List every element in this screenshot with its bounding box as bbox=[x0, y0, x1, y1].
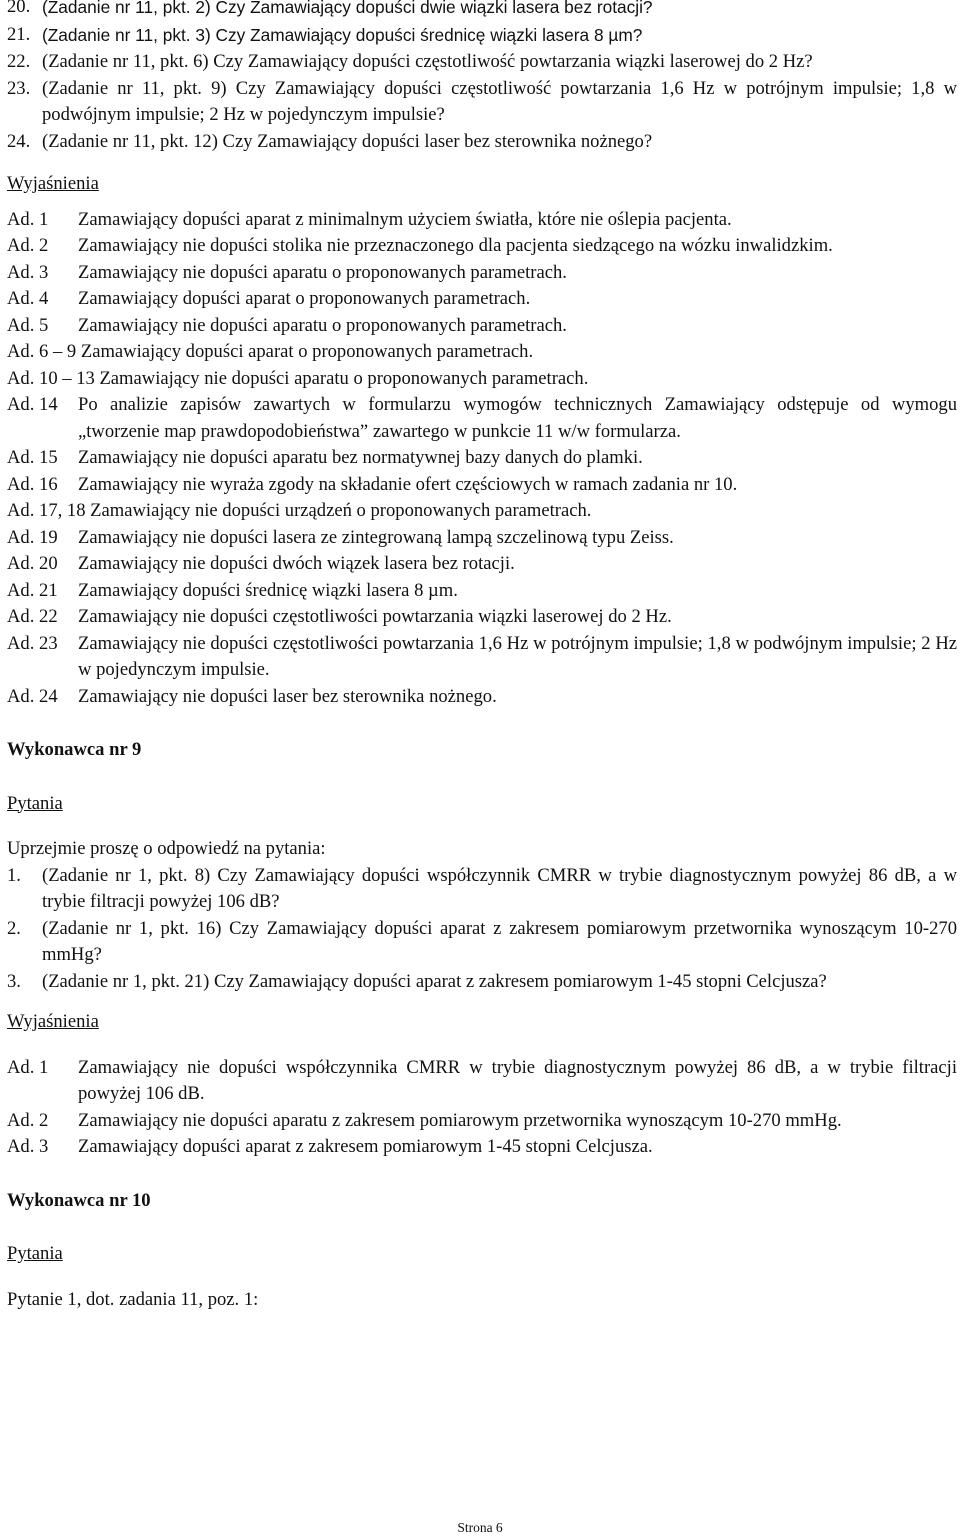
questions-top-list bbox=[7, 0, 957, 155]
question-text: (Zadanie nr 11, pkt. 9) Czy Zamawiający dopuści częstotliwość powtarzania 1,6 Hz w potrójnym impulsie; 1,8 w podwójnym impulsie; 2 Hz w pojedynczym impulsie? bbox=[42, 77, 957, 125]
explanation-number: Ad. 20 bbox=[7, 553, 58, 574]
question-20 bbox=[7, 0, 957, 22]
question-item bbox=[7, 863, 957, 916]
document-page bbox=[7, 0, 957, 1313]
explanation-number: Ad. 2 bbox=[7, 1109, 49, 1131]
section-heading-explanations: Wyjaśnienia bbox=[7, 173, 99, 194]
question-number: 20. bbox=[7, 0, 31, 17]
explanation-text: Zamawiający nie dopuści stolika nie przeznaczonego dla pacjenta siedzącego na wózku inwalidzkim. bbox=[78, 235, 833, 256]
question-number: 24. bbox=[7, 130, 31, 152]
explanation-text: Zamawiający dopuści średnicę wiązki lasera 8 µm. bbox=[78, 579, 458, 601]
explanation-text: Ad. 10 – 13 Zamawiający nie dopuści aparatu o proponowanych parametrach. bbox=[7, 367, 589, 389]
explanation-text: Zamawiający nie dopuści aparatu o proponowanych parametrach. bbox=[78, 314, 567, 336]
question-text: (Zadanie nr 1, pkt. 8) Czy Zamawiający dopuści współczynnik CMRR w trybie diagnostycznym powyżej 86 dB, a w trybie filtracji powyżej 106 dB? bbox=[42, 864, 957, 912]
question-text: (Zadanie nr 11, pkt. 3) Czy Zamawiający dopuści średnicę wiązki lasera 8 µm? bbox=[42, 24, 643, 45]
explanations-list bbox=[7, 207, 957, 711]
explanation-item bbox=[7, 207, 957, 234]
explanation-text: Zamawiający nie dopuści częstotliwości powtarzania 1,6 Hz w potrójnym impulsie; 1,8 w podwójnym impulsie; 2 Hz w pojedynczym impulsie. bbox=[78, 632, 957, 680]
explanation-item bbox=[7, 551, 957, 578]
question-text: (Zadanie nr 1, pkt. 16) Czy Zamawiający dopuści aparat z zakresem pomiarowym przetwornika wynoszącym 10-270 mmHg? bbox=[42, 917, 957, 965]
explanation-item bbox=[7, 392, 957, 445]
contractor-10-questions-heading: Pytania bbox=[7, 1243, 63, 1264]
explanation-number: Ad. 1 bbox=[7, 1056, 49, 1078]
contractor-9-questions bbox=[7, 863, 957, 996]
explanation-text: Zamawiający nie dopuści współczynnika CMRR w trybie diagnostycznym powyżej 86 dB, a w trybie filtracji powyżej 106 dB. bbox=[78, 1056, 957, 1104]
contractor-9-answers bbox=[7, 1055, 957, 1161]
question-number: 2. bbox=[7, 917, 21, 939]
question-number: 21. bbox=[7, 23, 31, 45]
explanation-number: Ad. 24 bbox=[7, 685, 58, 707]
contractor-9-questions-heading: Pytania bbox=[7, 792, 63, 814]
question-number: 1. bbox=[7, 864, 21, 886]
explanation-item bbox=[7, 233, 957, 260]
explanation-item bbox=[7, 498, 957, 525]
explanation-text: Zamawiający dopuści aparat z minimalnym użyciem światła, które nie oślepia pacjenta. bbox=[78, 208, 732, 230]
explanation-text: Ad. 6 – 9 Zamawiający dopuści aparat o proponowanych parametrach. bbox=[7, 341, 534, 362]
explanation-number: Ad. 5 bbox=[7, 314, 49, 336]
explanation-item bbox=[7, 1108, 957, 1135]
explanation-item bbox=[7, 1055, 957, 1108]
explanation-text: Zamawiający dopuści aparat o proponowanych parametrach. bbox=[78, 288, 531, 309]
page-footer: Strona 6 bbox=[457, 1520, 503, 1535]
explanation-item bbox=[7, 339, 957, 366]
explanation-number: Ad. 1 bbox=[7, 208, 49, 230]
explanation-text: Po analizie zapisów zawartych w formularzu wymogów technicznych Zamawiający odstępuje od wymogu „tworzenie map prawdopodobieństwa” zawartego w punkcie 11 w/w formularza. bbox=[78, 394, 957, 442]
explanation-number: Ad. 22 bbox=[7, 606, 58, 627]
question-text: (Zadanie nr 11, pkt. 6) Czy Zamawiający dopuści częstotliwość powtarzania wiązki laserowej do 2 Hz? bbox=[42, 51, 813, 72]
explanation-number: Ad. 19 bbox=[7, 526, 58, 548]
question-22 bbox=[7, 49, 957, 76]
question-23 bbox=[7, 76, 957, 129]
explanation-item bbox=[7, 684, 957, 711]
explanation-item bbox=[7, 472, 957, 499]
question-text: (Zadanie nr 11, pkt. 12) Czy Zamawiający dopuści laser bez sterownika nożnego? bbox=[42, 130, 653, 152]
explanation-text: Zamawiający nie dopuści aparatu o proponowanych parametrach. bbox=[78, 261, 567, 283]
explanation-text: Zamawiający nie dopuści aparatu bez normatywnej bazy danych do plamki. bbox=[78, 447, 643, 468]
question-number: 23. bbox=[7, 77, 31, 99]
explanation-text: Ad. 17, 18 Zamawiający nie dopuści urządzeń o proponowanych parametrach. bbox=[7, 500, 592, 521]
explanation-item bbox=[7, 366, 957, 393]
explanation-number: Ad. 16 bbox=[7, 473, 58, 495]
question-text: (Zadanie nr 11, pkt. 2) Czy Zamawiający dopuści dwie wiązki lasera bez rotacji? bbox=[42, 0, 653, 17]
explanation-text: Zamawiający nie wyraża zgody na składanie ofert częściowych w ramach zadania nr 10. bbox=[78, 473, 738, 495]
explanation-item bbox=[7, 525, 957, 552]
question-number: 3. bbox=[7, 970, 21, 992]
contractor-10-title: Wykonawca nr 10 bbox=[7, 1189, 151, 1211]
explanation-number: Ad. 23 bbox=[7, 632, 58, 654]
explanation-number: Ad. 3 bbox=[7, 1136, 49, 1157]
contractor-9-answers-heading: Wyjaśnienia bbox=[7, 1011, 99, 1032]
explanation-number: Ad. 3 bbox=[7, 261, 49, 283]
explanation-text: Zamawiający nie dopuści dwóch wiązek lasera bez rotacji. bbox=[78, 553, 515, 574]
explanation-number: Ad. 4 bbox=[7, 288, 49, 309]
explanation-number: Ad. 14 bbox=[7, 394, 58, 415]
explanation-item bbox=[7, 260, 957, 287]
explanation-item bbox=[7, 313, 957, 340]
question-item bbox=[7, 969, 957, 996]
explanation-text: Zamawiający nie dopuści lasera ze zintegrowaną lampą szczelinową typu Zeiss. bbox=[78, 526, 674, 548]
explanation-item bbox=[7, 578, 957, 605]
explanation-text: Zamawiający nie dopuści laser bez sterownika nożnego. bbox=[78, 685, 497, 707]
explanation-number: Ad. 21 bbox=[7, 579, 58, 601]
explanation-number: Ad. 2 bbox=[7, 235, 49, 256]
contractor-9-title: Wykonawca nr 9 bbox=[7, 739, 142, 760]
question-21 bbox=[7, 22, 957, 50]
question-text: (Zadanie nr 1, pkt. 21) Czy Zamawiający dopuści aparat z zakresem pomiarowym 1-45 stopni Celcjusza? bbox=[42, 970, 827, 992]
explanation-number: Ad. 15 bbox=[7, 447, 58, 468]
question-number: 22. bbox=[7, 51, 31, 72]
explanation-item bbox=[7, 1134, 957, 1161]
explanation-item bbox=[7, 631, 957, 684]
explanation-item bbox=[7, 445, 957, 472]
contractor-9-intro: Uprzejmie proszę o odpowiedź na pytania: bbox=[7, 838, 326, 859]
contractor-10-first-question: Pytanie 1, dot. zadania 11, poz. 1: bbox=[7, 1288, 259, 1310]
explanation-text: Zamawiający nie dopuści częstotliwości powtarzania wiązki laserowej do 2 Hz. bbox=[78, 606, 672, 627]
explanation-item bbox=[7, 286, 957, 313]
explanation-item bbox=[7, 604, 957, 631]
explanation-text: Zamawiający dopuści aparat z zakresem pomiarowym 1-45 stopni Celcjusza. bbox=[78, 1136, 653, 1157]
question-item bbox=[7, 916, 957, 969]
question-24 bbox=[7, 129, 957, 156]
explanation-text: Zamawiający nie dopuści aparatu z zakresem pomiarowym przetwornika wynoszącym 10-270 mmHg. bbox=[78, 1109, 842, 1131]
